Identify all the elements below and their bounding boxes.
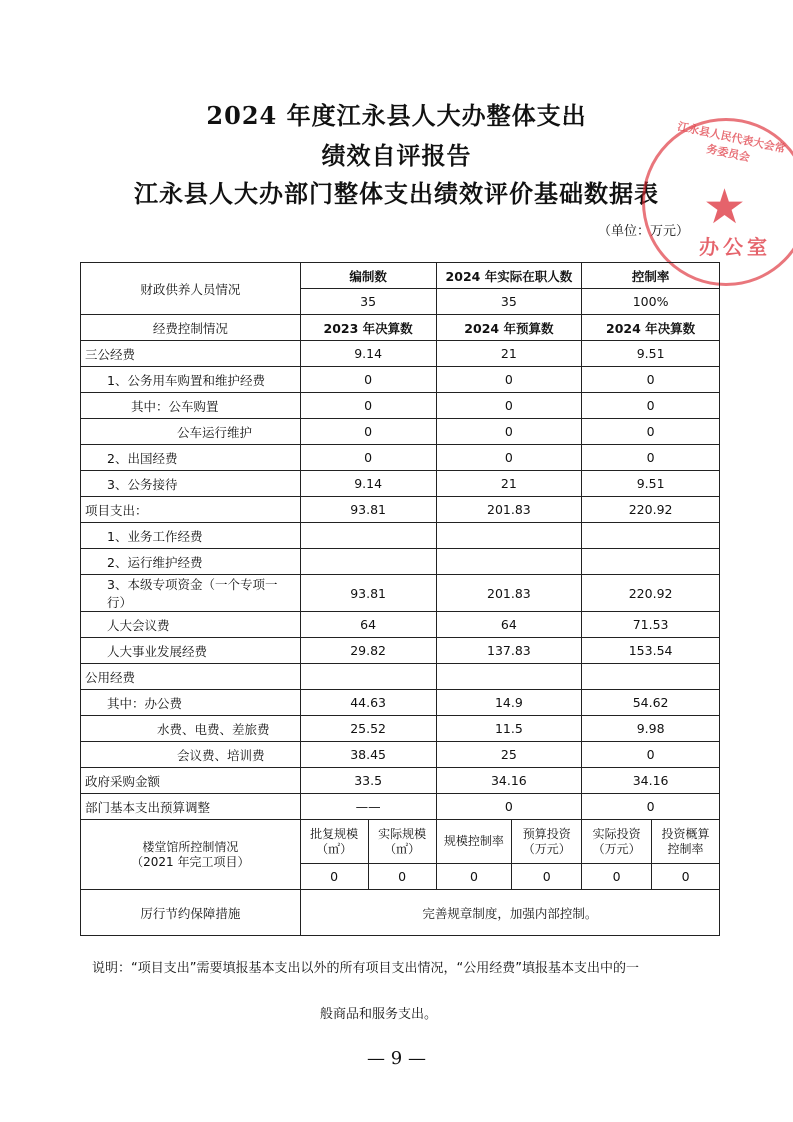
row-value: 0	[582, 742, 720, 768]
staff-value-actual: 35	[436, 289, 582, 315]
building-value: 0	[582, 864, 652, 890]
row-value: ——	[300, 794, 436, 820]
seal-ring-text: 江永县人民代表大会常务委员会	[676, 119, 787, 165]
row-value: 153.54	[582, 638, 720, 664]
row-value: 0	[300, 445, 436, 471]
report-title-line2: 绩效自评报告	[321, 141, 472, 170]
row-value: 64	[300, 612, 436, 638]
building-header-approved: 批复规模（㎡）	[300, 820, 368, 864]
table-note	[92, 946, 712, 1038]
table-row	[81, 393, 720, 419]
row-value: 0	[582, 393, 720, 419]
row-value: 0	[436, 393, 582, 419]
row-value: 0	[300, 367, 436, 393]
row-value: 21	[436, 471, 582, 497]
row-value: 0	[582, 794, 720, 820]
building-header-scale-rate: 规模控制率	[436, 820, 512, 864]
row-value	[300, 549, 436, 575]
seal-star-icon: ★	[703, 179, 747, 235]
staff-label: 财政供养人员情况	[81, 263, 301, 315]
budget-rows	[81, 341, 720, 820]
report-title-line1: 2024 年度江永县人大办整体支出	[206, 101, 587, 130]
row-value: 25	[436, 742, 582, 768]
staff-header-actual: 2024 年实际在职人数	[436, 263, 582, 289]
row-label: 三公经费	[81, 341, 301, 367]
thrift-value: 完善规章制度，加强内部控制。	[300, 890, 719, 936]
row-label: 水费、电费、差旅费	[81, 716, 301, 742]
row-label: 2、运行维护经费	[81, 549, 301, 575]
table-row	[81, 768, 720, 794]
table-row	[81, 341, 720, 367]
building-header-actual-invest: 实际投资（万元）	[582, 820, 652, 864]
table-row	[81, 716, 720, 742]
budget-header-2024-budget: 2024 年预算数	[436, 315, 582, 341]
row-value: 0	[582, 445, 720, 471]
table-row	[81, 794, 720, 820]
row-label: 人大事业发展经费	[81, 638, 301, 664]
row-label: 政府采购金额	[81, 768, 301, 794]
building-label-main: 楼堂馆所控制情况	[142, 839, 239, 854]
row-label: 1、公务用车购置和维护经费	[81, 367, 301, 393]
row-value: 9.14	[300, 341, 436, 367]
row-value: 9.98	[582, 716, 720, 742]
row-label: 2、出国经费	[81, 445, 301, 471]
note-line1: 说明：“项目支出”需要填报基本支出以外的所有项目支出情况，“公用经费”填报基本支出中的一	[92, 961, 639, 976]
row-value: 0	[436, 419, 582, 445]
building-header-budget-invest: 预算投资（万元）	[512, 820, 582, 864]
row-value: 220.92	[582, 497, 720, 523]
staff-header-quota: 编制数	[300, 263, 436, 289]
page-number: — 9 —	[367, 1048, 426, 1069]
row-label: 其中：公车购置	[81, 393, 301, 419]
row-value	[436, 664, 582, 690]
thrift-label: 厉行节约保障措施	[81, 890, 301, 936]
table-row	[81, 367, 720, 393]
row-value: 0	[300, 393, 436, 419]
performance-data-table	[80, 262, 720, 936]
budget-header-2024-final: 2024 年决算数	[582, 315, 720, 341]
row-value: 29.82	[300, 638, 436, 664]
table-row	[81, 523, 720, 549]
row-value: 137.83	[436, 638, 582, 664]
row-value: 0	[582, 367, 720, 393]
row-value: 21	[436, 341, 582, 367]
table-row	[81, 664, 720, 690]
row-value: 14.9	[436, 690, 582, 716]
row-label: 项目支出：	[81, 497, 301, 523]
budget-header-2023: 2023 年决算数	[300, 315, 436, 341]
table-title: 江永县人大办部门整体支出绩效评价基础数据表	[134, 179, 659, 208]
building-value: 0	[436, 864, 512, 890]
row-label: 部门基本支出预算调整	[81, 794, 301, 820]
table-row	[81, 742, 720, 768]
row-value: 0	[300, 419, 436, 445]
table-row	[81, 497, 720, 523]
row-value	[582, 664, 720, 690]
row-value	[300, 664, 436, 690]
row-value: 25.52	[300, 716, 436, 742]
row-label: 公车运行维护	[81, 419, 301, 445]
building-value: 0	[368, 864, 436, 890]
row-value: 9.51	[582, 471, 720, 497]
row-value: 34.16	[436, 768, 582, 794]
row-value	[300, 523, 436, 549]
row-value: 9.14	[300, 471, 436, 497]
table-row	[81, 638, 720, 664]
building-value: 0	[300, 864, 368, 890]
row-value	[582, 523, 720, 549]
staff-header-rate: 控制率	[582, 263, 720, 289]
row-value: 11.5	[436, 716, 582, 742]
row-value: 201.83	[436, 575, 582, 612]
building-value: 0	[512, 864, 582, 890]
row-value	[436, 523, 582, 549]
row-value: 54.62	[582, 690, 720, 716]
building-value: 0	[652, 864, 720, 890]
building-header-actual: 实际规模（㎡）	[368, 820, 436, 864]
unit-label: （单位：万元）	[598, 224, 690, 239]
budget-label: 经费控制情况	[81, 315, 301, 341]
table-row	[81, 549, 720, 575]
table-row	[81, 471, 720, 497]
row-value: 93.81	[300, 575, 436, 612]
note-line2: 般商品和服务支出。	[320, 1007, 438, 1022]
row-label: 会议费、培训费	[81, 742, 301, 768]
row-value: 64	[436, 612, 582, 638]
row-value	[436, 549, 582, 575]
row-value: 34.16	[582, 768, 720, 794]
row-value: 0	[436, 445, 582, 471]
row-value: 220.92	[582, 575, 720, 612]
staff-value-rate: 100%	[582, 289, 720, 315]
row-label: 3、本级专项资金（一个专项一行）	[81, 575, 301, 612]
row-value: 0	[582, 419, 720, 445]
row-value: 71.53	[582, 612, 720, 638]
table-row	[81, 612, 720, 638]
table-row	[81, 445, 720, 471]
row-value: 9.51	[582, 341, 720, 367]
building-label-sub: （2021 年完工项目）	[131, 854, 250, 869]
row-label: 1、业务工作经费	[81, 523, 301, 549]
row-value: 44.63	[300, 690, 436, 716]
row-value: 0	[436, 367, 582, 393]
row-label: 其中：办公费	[81, 690, 301, 716]
table-row	[81, 690, 720, 716]
table-row	[81, 419, 720, 445]
row-label: 人大会议费	[81, 612, 301, 638]
row-value: 33.5	[300, 768, 436, 794]
building-header-invest-rate: 投资概算控制率	[652, 820, 720, 864]
official-seal	[642, 118, 793, 286]
row-label: 3、公务接待	[81, 471, 301, 497]
row-value: 0	[436, 794, 582, 820]
staff-value-quota: 35	[300, 289, 436, 315]
row-label: 公用经费	[81, 664, 301, 690]
seal-bottom-text: 办公室	[699, 235, 771, 259]
table-row	[81, 575, 720, 612]
row-value	[582, 549, 720, 575]
row-value: 38.45	[300, 742, 436, 768]
building-label	[81, 820, 301, 890]
row-value: 201.83	[436, 497, 582, 523]
row-value: 93.81	[300, 497, 436, 523]
